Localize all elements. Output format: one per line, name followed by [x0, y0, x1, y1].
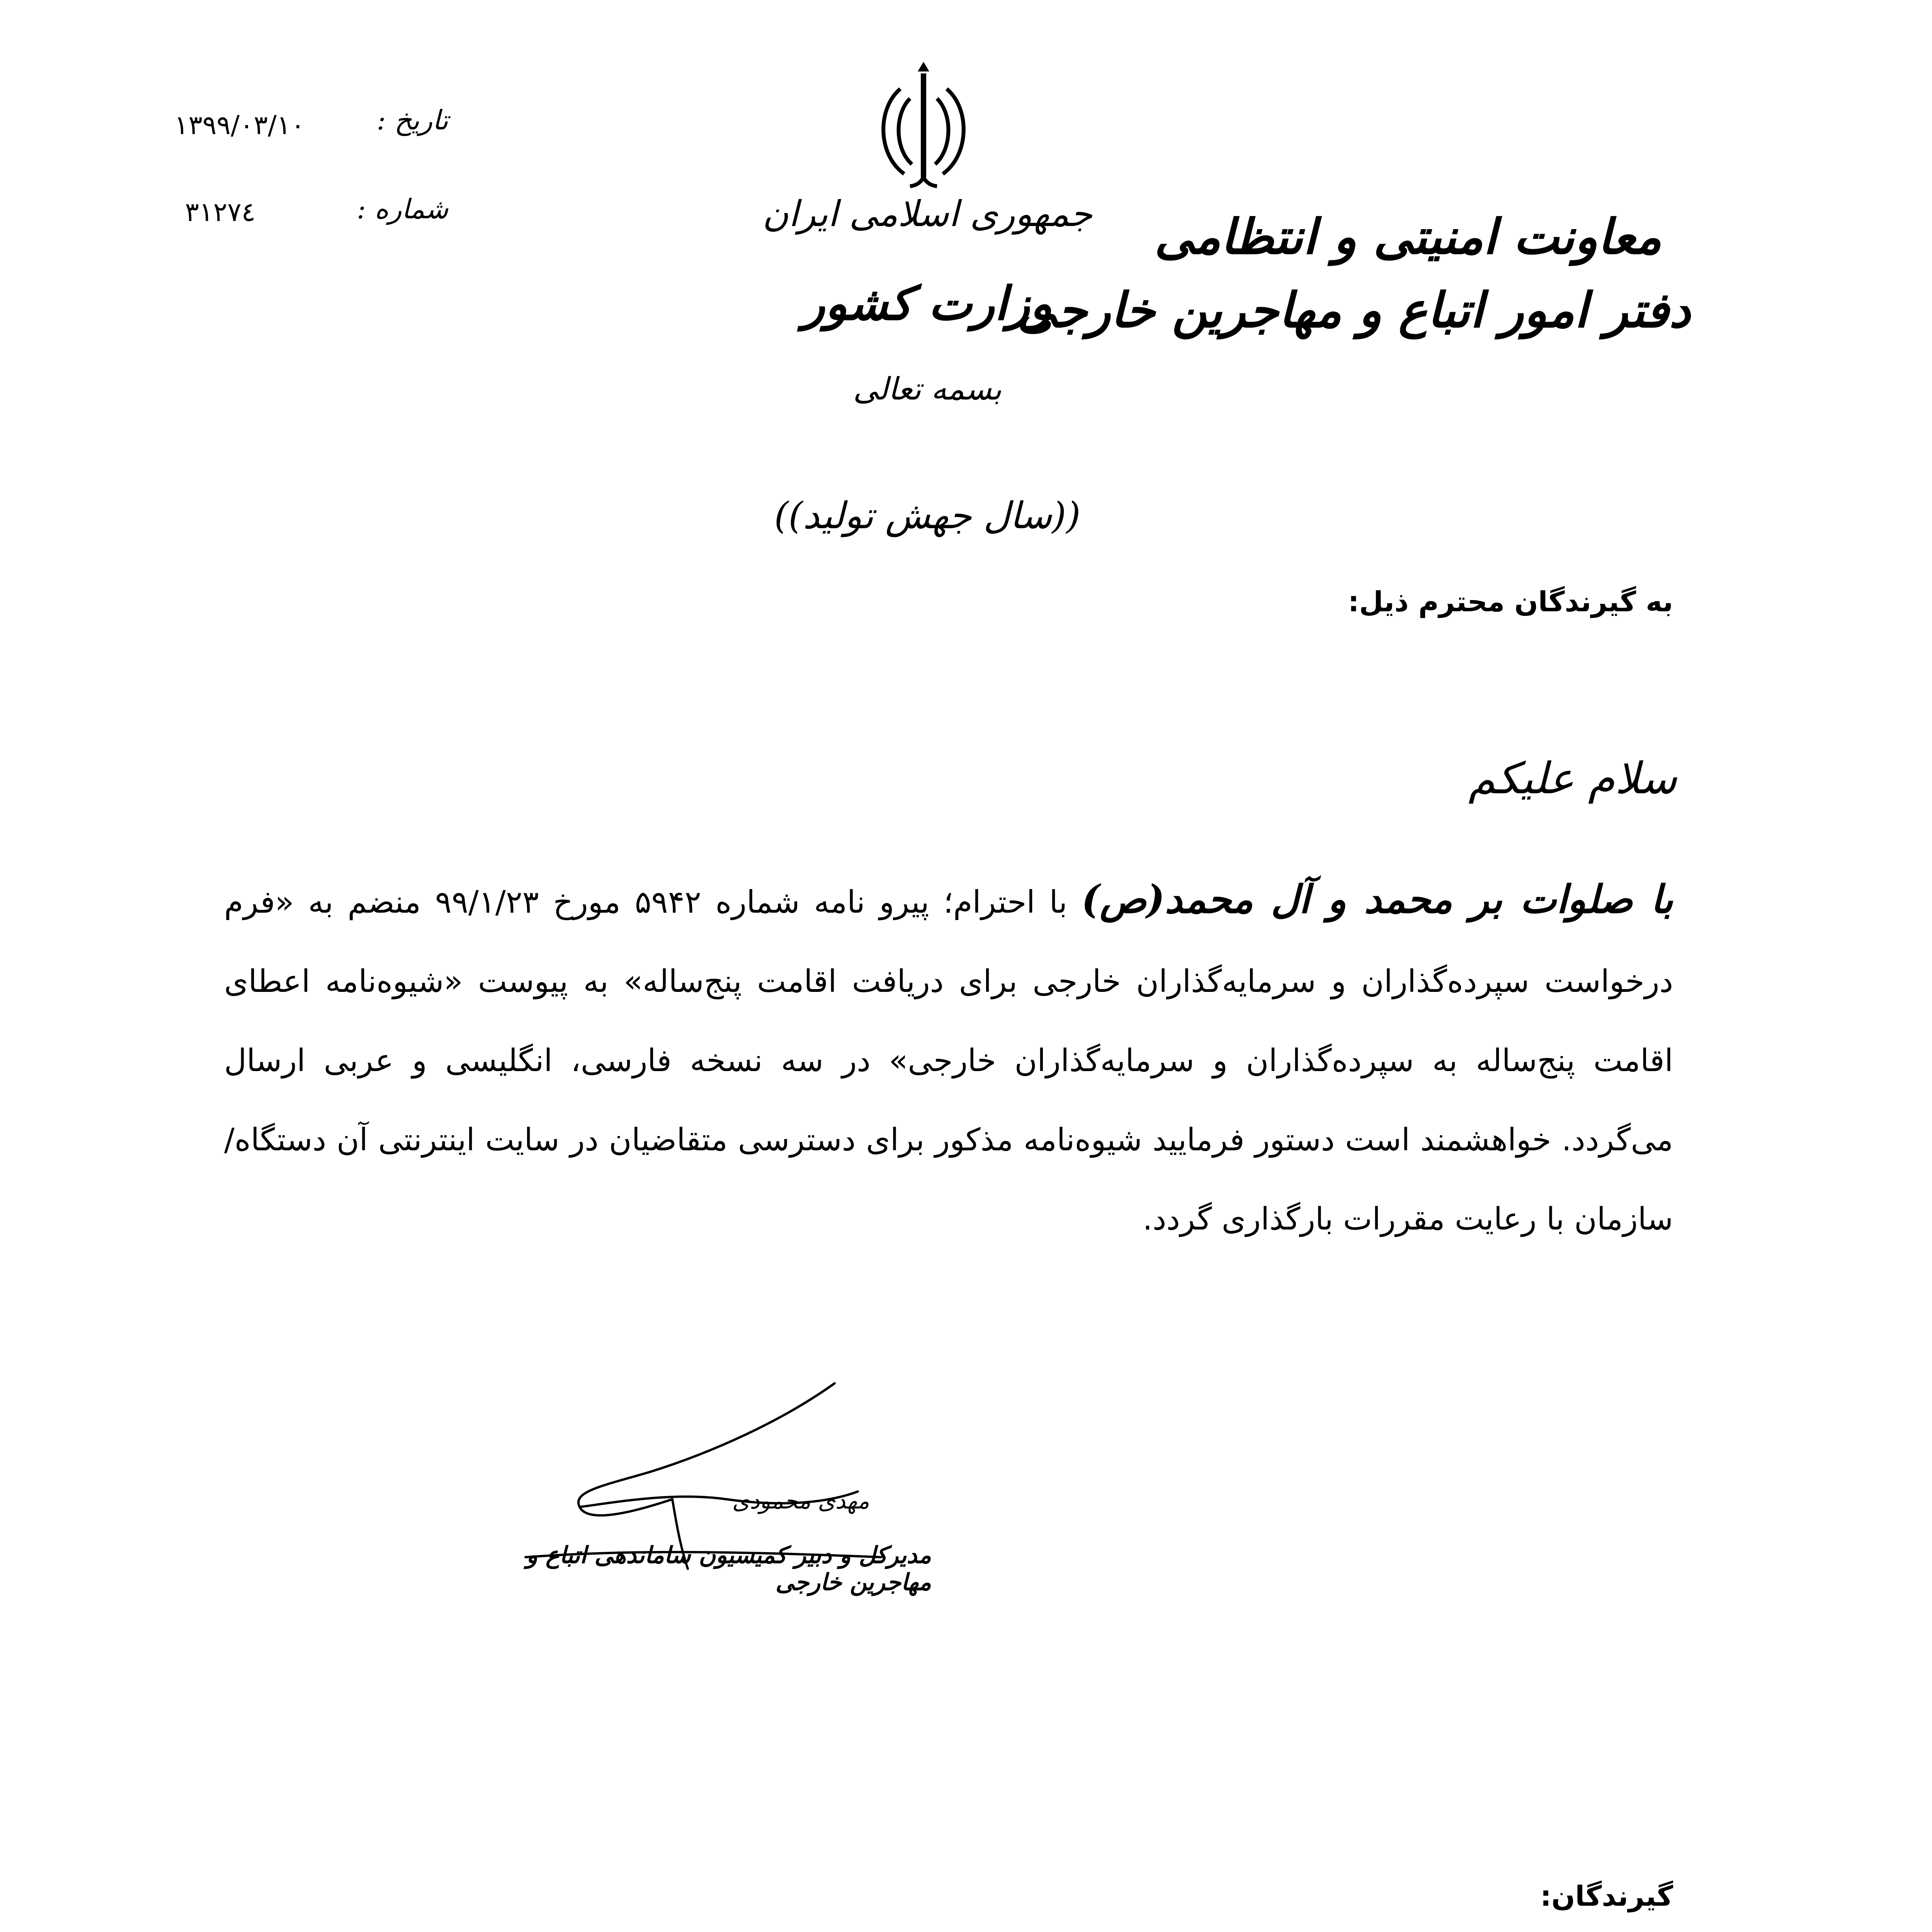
salutation: سلام علیکم	[1468, 753, 1677, 804]
date-label: تاریخ :	[376, 104, 448, 136]
number-value: ۳۱۲۷٤	[185, 197, 256, 228]
signatory-name: مهدی محمودی	[732, 1488, 869, 1514]
ministry-title: وزارت کشور	[802, 276, 1053, 331]
republic-title: جمهوری اسلامی ایران	[762, 193, 1092, 235]
year-motto: ((سال جهش تولید))	[774, 495, 1081, 537]
date-value: ۱۳۹۹/۰۳/۱۰	[174, 110, 305, 141]
body-text: با احترام؛ پیرو نامه شماره ۵۹۴۲ مورخ ۹۹/۱/۲۳ منضم به «فرم درخواست سپرده‌گذاران و سرمایه‌گذاران خارجی برای دریافت اقامت پنج‌ساله» به پیوست «شیوه‌نامه اعطای اقامت پنج‌ساله به سپرده‌گذاران و سرمایه‌گذاران خارجی» در سه نسخه فارسی، انگلیسی و عربی ارسال می‌گردد. خواهشمند است دستور فرمایید شیوه‌نامه مذکور برای دسترسی متقاضیان در سایت اینترنتی آن دستگاه/سازمان با رعایت مقررات بارگذاری گردد.	[224, 884, 1673, 1237]
bismillah: بسمه تعالی	[853, 371, 1002, 407]
opening-blessing: با صلوات بر محمد و آل محمد(ص)	[1081, 876, 1673, 922]
department-line-1: معاونت امنیتی و انتظامی	[1154, 209, 1662, 265]
department-line-2: دفتر امور اتباع و مهاجرین خارجی	[1017, 282, 1690, 338]
signatory-title: مدیرکل و دبیر کمیسیون ساماندهی اتباع و مهاجرین خارجی	[526, 1542, 931, 1596]
number-label: شماره :	[357, 193, 448, 225]
recipients-heading: گیرندگان:	[1540, 1880, 1673, 1912]
iran-emblem-icon	[862, 62, 985, 189]
letter-body	[224, 860, 1673, 1259]
addressee: به گیرندگان محترم ذیل:	[1348, 585, 1673, 618]
